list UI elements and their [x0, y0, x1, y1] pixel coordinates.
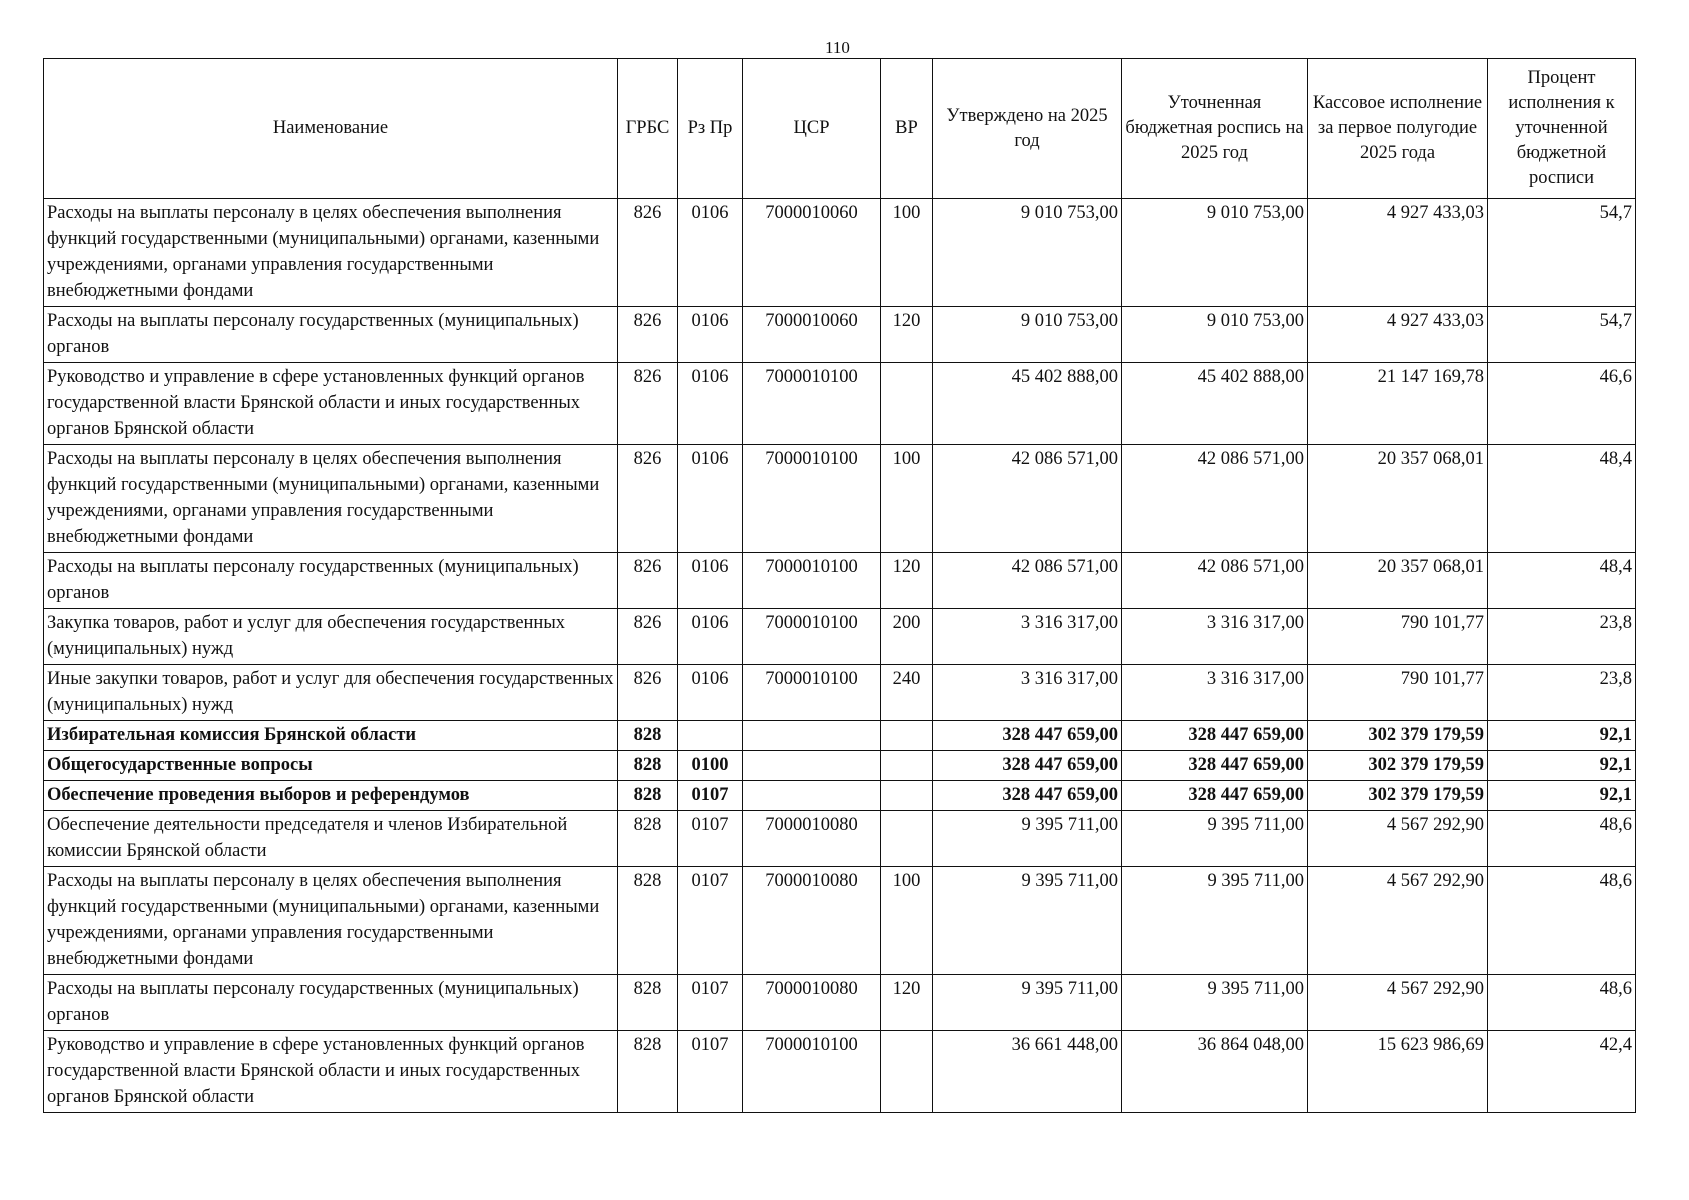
cell-csr: 7000010100 — [743, 609, 881, 665]
cell-csr: 7000010080 — [743, 975, 881, 1031]
table-row — [44, 811, 1636, 867]
cell-percent: 23,8 — [1488, 609, 1636, 665]
cell-grbs: 826 — [618, 445, 678, 553]
header-name: Наименование — [44, 59, 618, 199]
cell-name: Общегосударственные вопросы — [44, 751, 618, 781]
cell-percent: 54,7 — [1488, 199, 1636, 307]
cell-refined: 42 086 571,00 — [1122, 445, 1308, 553]
cell-csr: 7000010100 — [743, 553, 881, 609]
cell-rzpr: 0106 — [678, 307, 743, 363]
cell-name: Расходы на выплаты персоналу государственных (муниципальных) органов — [44, 307, 618, 363]
cell-approved: 9 395 711,00 — [933, 867, 1122, 975]
cell-rzpr: 0106 — [678, 553, 743, 609]
header-rzpr: Рз Пр — [678, 59, 743, 199]
cell-grbs: 826 — [618, 609, 678, 665]
cell-name: Закупка товаров, работ и услуг для обеспечения государственных (муниципальных) нужд — [44, 609, 618, 665]
header-csr: ЦСР — [743, 59, 881, 199]
cell-percent: 48,6 — [1488, 811, 1636, 867]
cell-rzpr: 0107 — [678, 867, 743, 975]
cell-approved: 36 661 448,00 — [933, 1031, 1122, 1113]
table-row — [44, 609, 1636, 665]
cell-vr: 120 — [881, 553, 933, 609]
cell-percent: 92,1 — [1488, 721, 1636, 751]
cell-vr: 240 — [881, 665, 933, 721]
cell-executed: 20 357 068,01 — [1308, 445, 1488, 553]
cell-rzpr: 0107 — [678, 811, 743, 867]
cell-approved: 42 086 571,00 — [933, 553, 1122, 609]
cell-grbs: 828 — [618, 751, 678, 781]
cell-approved: 328 447 659,00 — [933, 721, 1122, 751]
cell-refined: 9 010 753,00 — [1122, 307, 1308, 363]
cell-approved: 42 086 571,00 — [933, 445, 1122, 553]
cell-rzpr: 0107 — [678, 975, 743, 1031]
cell-rzpr: 0107 — [678, 1031, 743, 1113]
header-grbs: ГРБС — [618, 59, 678, 199]
page-number-text: 110 — [825, 38, 850, 57]
cell-name: Избирательная комиссия Брянской области — [44, 721, 618, 751]
cell-name: Руководство и управление в сфере установленных функций органов государственной власти Брянской области и иных государственных органов Брянской области — [44, 1031, 618, 1113]
cell-grbs: 826 — [618, 665, 678, 721]
cell-executed: 302 379 179,59 — [1308, 751, 1488, 781]
cell-percent: 48,6 — [1488, 975, 1636, 1031]
cell-executed: 302 379 179,59 — [1308, 721, 1488, 751]
cell-vr: 100 — [881, 445, 933, 553]
cell-grbs: 828 — [618, 975, 678, 1031]
cell-approved: 45 402 888,00 — [933, 363, 1122, 445]
cell-refined: 9 395 711,00 — [1122, 867, 1308, 975]
cell-refined: 42 086 571,00 — [1122, 553, 1308, 609]
cell-rzpr: 0106 — [678, 609, 743, 665]
table-body — [44, 199, 1636, 1113]
cell-refined: 9 010 753,00 — [1122, 199, 1308, 307]
cell-vr: 200 — [881, 609, 933, 665]
budget-table — [43, 58, 1636, 1113]
table-row — [44, 721, 1636, 751]
cell-csr: 7000010100 — [743, 1031, 881, 1113]
table-row — [44, 307, 1636, 363]
cell-name: Обеспечение деятельности председателя и членов Избирательной комиссии Брянской области — [44, 811, 618, 867]
cell-name: Расходы на выплаты персоналу в целях обеспечения выполнения функций государственными (муниципальными) органами, казенными учреждениями, органами управления государственными внебюджетными фондами — [44, 199, 618, 307]
cell-vr: 100 — [881, 199, 933, 307]
cell-refined: 328 447 659,00 — [1122, 721, 1308, 751]
cell-approved: 9 395 711,00 — [933, 975, 1122, 1031]
cell-csr: 7000010080 — [743, 811, 881, 867]
table-row — [44, 1031, 1636, 1113]
cell-refined: 9 395 711,00 — [1122, 975, 1308, 1031]
cell-csr: 7000010100 — [743, 363, 881, 445]
header-refined: Уточненная бюджетная роспись на 2025 год — [1122, 59, 1308, 199]
cell-vr: 120 — [881, 307, 933, 363]
header-executed: Кассовое исполнение за первое полугодие 2025 года — [1308, 59, 1488, 199]
cell-refined: 36 864 048,00 — [1122, 1031, 1308, 1113]
cell-name: Расходы на выплаты персоналу в целях обеспечения выполнения функций государственными (муниципальными) органами, казенными учреждениями, органами управления государственными внебюджетными фондами — [44, 867, 618, 975]
cell-csr: 7000010080 — [743, 867, 881, 975]
cell-grbs: 828 — [618, 1031, 678, 1113]
table-header-row — [44, 59, 1636, 199]
cell-refined: 328 447 659,00 — [1122, 781, 1308, 811]
cell-grbs: 828 — [618, 867, 678, 975]
cell-approved: 328 447 659,00 — [933, 751, 1122, 781]
cell-vr: 120 — [881, 975, 933, 1031]
table-row — [44, 781, 1636, 811]
cell-executed: 4 567 292,90 — [1308, 867, 1488, 975]
table-row — [44, 975, 1636, 1031]
cell-executed: 4 567 292,90 — [1308, 975, 1488, 1031]
cell-vr — [881, 751, 933, 781]
cell-grbs: 828 — [618, 781, 678, 811]
cell-grbs: 826 — [618, 199, 678, 307]
cell-rzpr: 0106 — [678, 199, 743, 307]
table-row — [44, 363, 1636, 445]
cell-refined: 3 316 317,00 — [1122, 609, 1308, 665]
cell-vr — [881, 811, 933, 867]
cell-name: Обеспечение проведения выборов и референдумов — [44, 781, 618, 811]
cell-rzpr: 0106 — [678, 363, 743, 445]
cell-name: Иные закупки товаров, работ и услуг для обеспечения государственных (муниципальных) нужд — [44, 665, 618, 721]
header-approved: Утверждено на 2025 год — [933, 59, 1122, 199]
table-row — [44, 665, 1636, 721]
cell-approved: 9 010 753,00 — [933, 199, 1122, 307]
cell-approved: 3 316 317,00 — [933, 609, 1122, 665]
cell-approved: 9 010 753,00 — [933, 307, 1122, 363]
cell-percent: 48,4 — [1488, 445, 1636, 553]
cell-percent: 48,4 — [1488, 553, 1636, 609]
cell-grbs: 826 — [618, 553, 678, 609]
header-vr: ВР — [881, 59, 933, 199]
cell-percent: 23,8 — [1488, 665, 1636, 721]
cell-csr — [743, 781, 881, 811]
cell-percent: 92,1 — [1488, 781, 1636, 811]
cell-refined: 45 402 888,00 — [1122, 363, 1308, 445]
cell-csr — [743, 721, 881, 751]
cell-refined: 328 447 659,00 — [1122, 751, 1308, 781]
table-row — [44, 199, 1636, 307]
cell-executed: 790 101,77 — [1308, 609, 1488, 665]
cell-executed: 4 927 433,03 — [1308, 199, 1488, 307]
cell-rzpr: 0100 — [678, 751, 743, 781]
cell-vr — [881, 363, 933, 445]
cell-executed: 4 567 292,90 — [1308, 811, 1488, 867]
cell-refined: 3 316 317,00 — [1122, 665, 1308, 721]
cell-grbs: 828 — [618, 721, 678, 751]
header-percent: Процент исполнения к уточненной бюджетной росписи — [1488, 59, 1636, 199]
cell-vr: 100 — [881, 867, 933, 975]
cell-executed: 15 623 986,69 — [1308, 1031, 1488, 1113]
cell-csr: 7000010100 — [743, 665, 881, 721]
cell-name: Руководство и управление в сфере установленных функций органов государственной власти Брянской области и иных государственных органов Брянской области — [44, 363, 618, 445]
cell-csr: 7000010060 — [743, 307, 881, 363]
cell-name: Расходы на выплаты персоналу государственных (муниципальных) органов — [44, 975, 618, 1031]
cell-name: Расходы на выплаты персоналу государственных (муниципальных) органов — [44, 553, 618, 609]
cell-vr — [881, 1031, 933, 1113]
cell-rzpr: 0106 — [678, 445, 743, 553]
cell-percent: 54,7 — [1488, 307, 1636, 363]
cell-approved: 328 447 659,00 — [933, 781, 1122, 811]
cell-grbs: 826 — [618, 363, 678, 445]
cell-vr — [881, 721, 933, 751]
cell-percent: 48,6 — [1488, 867, 1636, 975]
cell-percent: 42,4 — [1488, 1031, 1636, 1113]
cell-executed: 302 379 179,59 — [1308, 781, 1488, 811]
table-row — [44, 445, 1636, 553]
cell-rzpr: 0107 — [678, 781, 743, 811]
cell-refined: 9 395 711,00 — [1122, 811, 1308, 867]
cell-executed: 21 147 169,78 — [1308, 363, 1488, 445]
cell-grbs: 826 — [618, 307, 678, 363]
cell-csr — [743, 751, 881, 781]
cell-executed: 790 101,77 — [1308, 665, 1488, 721]
cell-csr: 7000010100 — [743, 445, 881, 553]
cell-executed: 4 927 433,03 — [1308, 307, 1488, 363]
cell-rzpr: 0106 — [678, 665, 743, 721]
table-row — [44, 867, 1636, 975]
cell-grbs: 828 — [618, 811, 678, 867]
cell-rzpr — [678, 721, 743, 751]
cell-csr: 7000010060 — [743, 199, 881, 307]
cell-percent: 92,1 — [1488, 751, 1636, 781]
cell-vr — [881, 781, 933, 811]
cell-percent: 46,6 — [1488, 363, 1636, 445]
cell-name: Расходы на выплаты персоналу в целях обеспечения выполнения функций государственными (муниципальными) органами, казенными учреждениями, органами управления государственными внебюджетными фондами — [44, 445, 618, 553]
table-row — [44, 751, 1636, 781]
cell-approved: 3 316 317,00 — [933, 665, 1122, 721]
cell-approved: 9 395 711,00 — [933, 811, 1122, 867]
table-row — [44, 553, 1636, 609]
cell-executed: 20 357 068,01 — [1308, 553, 1488, 609]
